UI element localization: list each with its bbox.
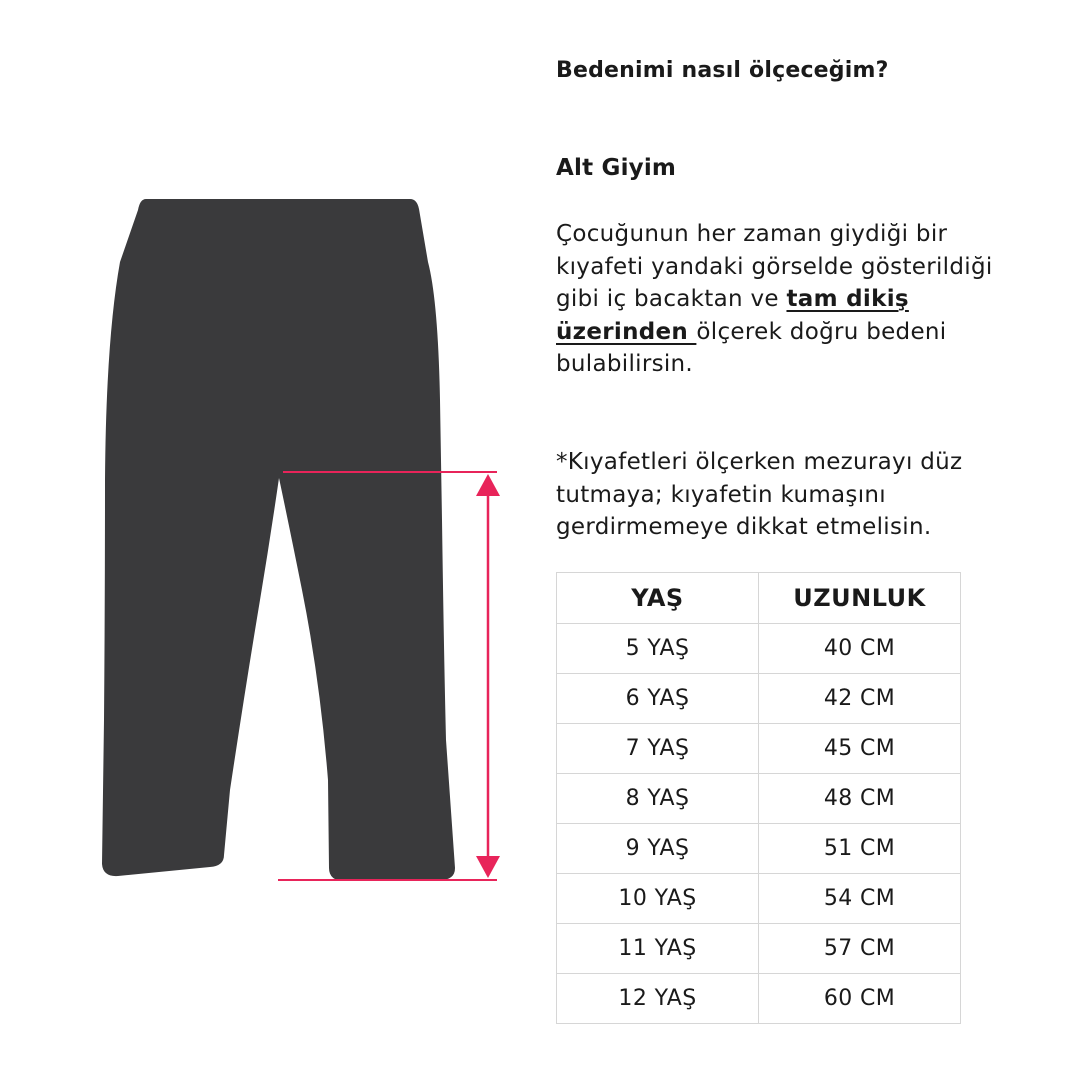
column-header-age: YAŞ [557,573,759,624]
age-cell: 12 YAŞ [557,974,759,1024]
length-cell: 45 CM [759,724,961,774]
table-header-row [557,573,961,624]
length-cell: 48 CM [759,774,961,824]
length-cell: 42 CM [759,674,961,724]
table-row [557,724,961,774]
table-row [557,624,961,674]
instructions-text-end: ölçerek doğru bedeni bulabilirsin. [556,318,947,377]
page-heading: Bedenimi nasıl ölçeceğim? [556,58,889,83]
length-cell: 54 CM [759,874,961,924]
length-cell: 51 CM [759,824,961,874]
table-row [557,774,961,824]
table-row [557,874,961,924]
length-cell: 60 CM [759,974,961,1024]
instructions-text-start: Çocuğunun her zaman giydiği bir kıyafeti yandaki görselde gösterildiği gibi iç bacaktan ve [556,221,993,312]
measurement-note: *Kıyafetleri ölçerken mezurayı düz tutmaya; kıyafetin kumaşını gerdirmemeye dikkat etmelisin. [556,449,963,540]
arrow-up-icon [476,474,500,496]
size-table [556,572,961,1024]
table-row [557,924,961,974]
age-cell: 8 YAŞ [557,774,759,824]
age-cell: 11 YAŞ [557,924,759,974]
arrow-down-icon [476,856,500,878]
table-row [557,824,961,874]
age-cell: 10 YAŞ [557,874,759,924]
age-cell: 6 YAŞ [557,674,759,724]
section-title: Alt Giyim [556,155,677,181]
age-cell: 7 YAŞ [557,724,759,774]
pants-icon [102,199,455,881]
instructions-emphasis: tam dikiş üzerinden [556,286,909,345]
table-row [557,974,961,1024]
age-cell: 5 YAŞ [557,624,759,674]
measurement-instructions [556,218,996,381]
age-cell: 9 YAŞ [557,824,759,874]
length-cell: 57 CM [759,924,961,974]
length-cell: 40 CM [759,624,961,674]
column-header-length: UZUNLUK [759,573,961,624]
table-row [557,674,961,724]
